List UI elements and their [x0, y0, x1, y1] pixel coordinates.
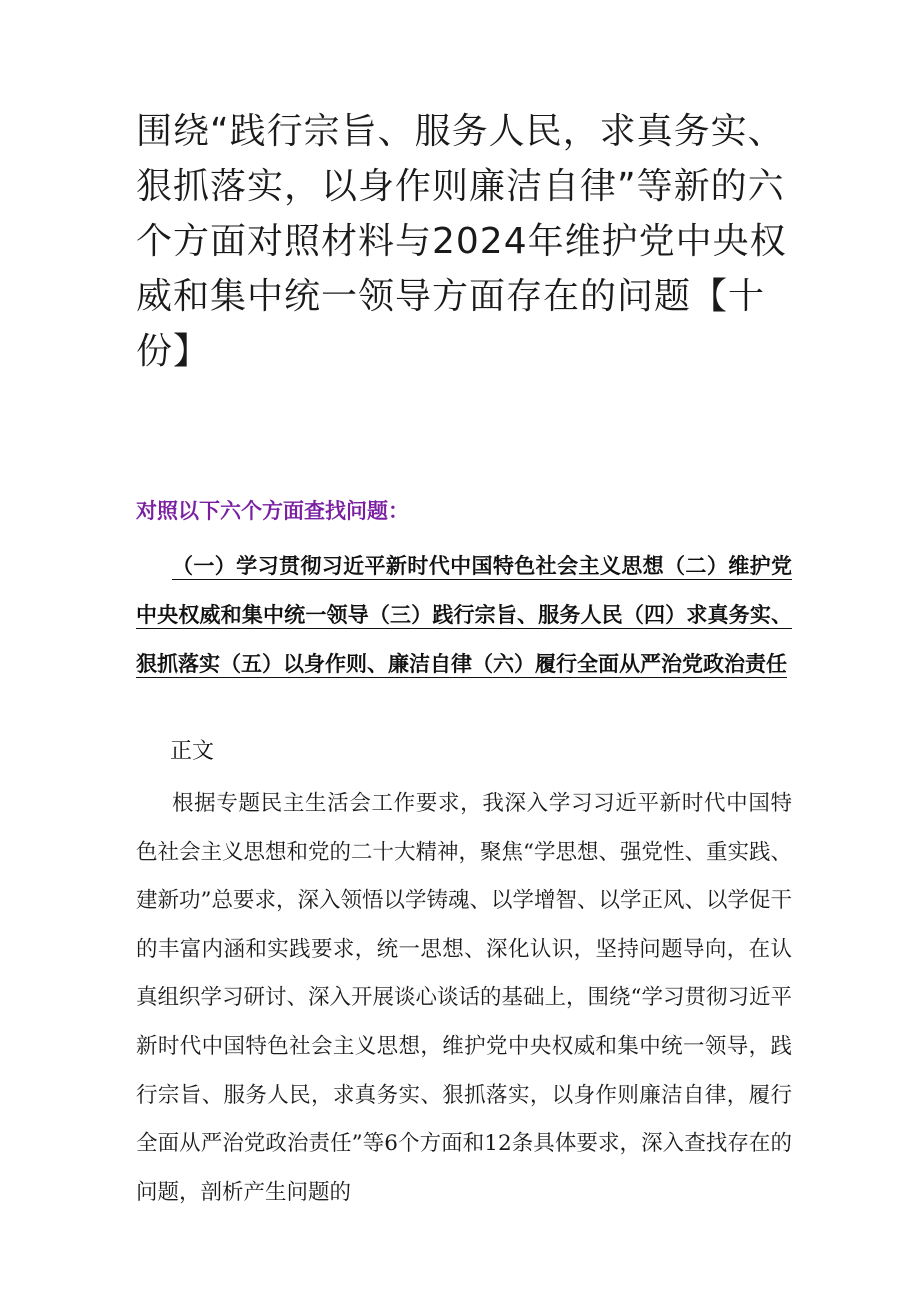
body-paragraph: 根据专题民主生活会工作要求，我深入学习习近平新时代中国特色社会主义思想和党的二十大精神，聚焦“学思想、强党性、重实践、建新功”总要求，深入领悟以学铸魂、以学增智、以学正风、以学促干的丰富内涵和实践要求，统一思想、深化认识，坚持问题导向，在认真组织学习研讨、深入开展谈心谈话的基础上，围绕“学习贯彻习近平新时代中国特色社会主义思想，维护党中央权威和集中统一领导，践行宗旨、服务人民，求真务实、狠抓落实，以身作则廉洁自律，履行全面从严治党政治责任”等6个方面和12条具体要求，深入查找存在的问题，剖析产生问题的	[136, 791, 792, 1205]
section-heading: 对照以下六个方面查找问题：	[136, 499, 409, 523]
six-aspects-list: （一）学习贯彻习近平新时代中国特色社会主义思想（二）维护党中央权威和集中统一领导（三）践行宗旨、服务人民（四）求真务实、狠抓落实（五）以身作则、廉洁自律（六）履行全面从严治党政治责任	[136, 554, 792, 676]
body-subheading: 正文	[170, 739, 215, 764]
document-title: 围绕“践行宗旨、服务人民，求真务实、狠抓落实，以身作则廉洁自律”等新的六个方面对照材料与2024年维护党中央权威和集中统一领导方面存在的问题【十份】	[136, 111, 787, 372]
